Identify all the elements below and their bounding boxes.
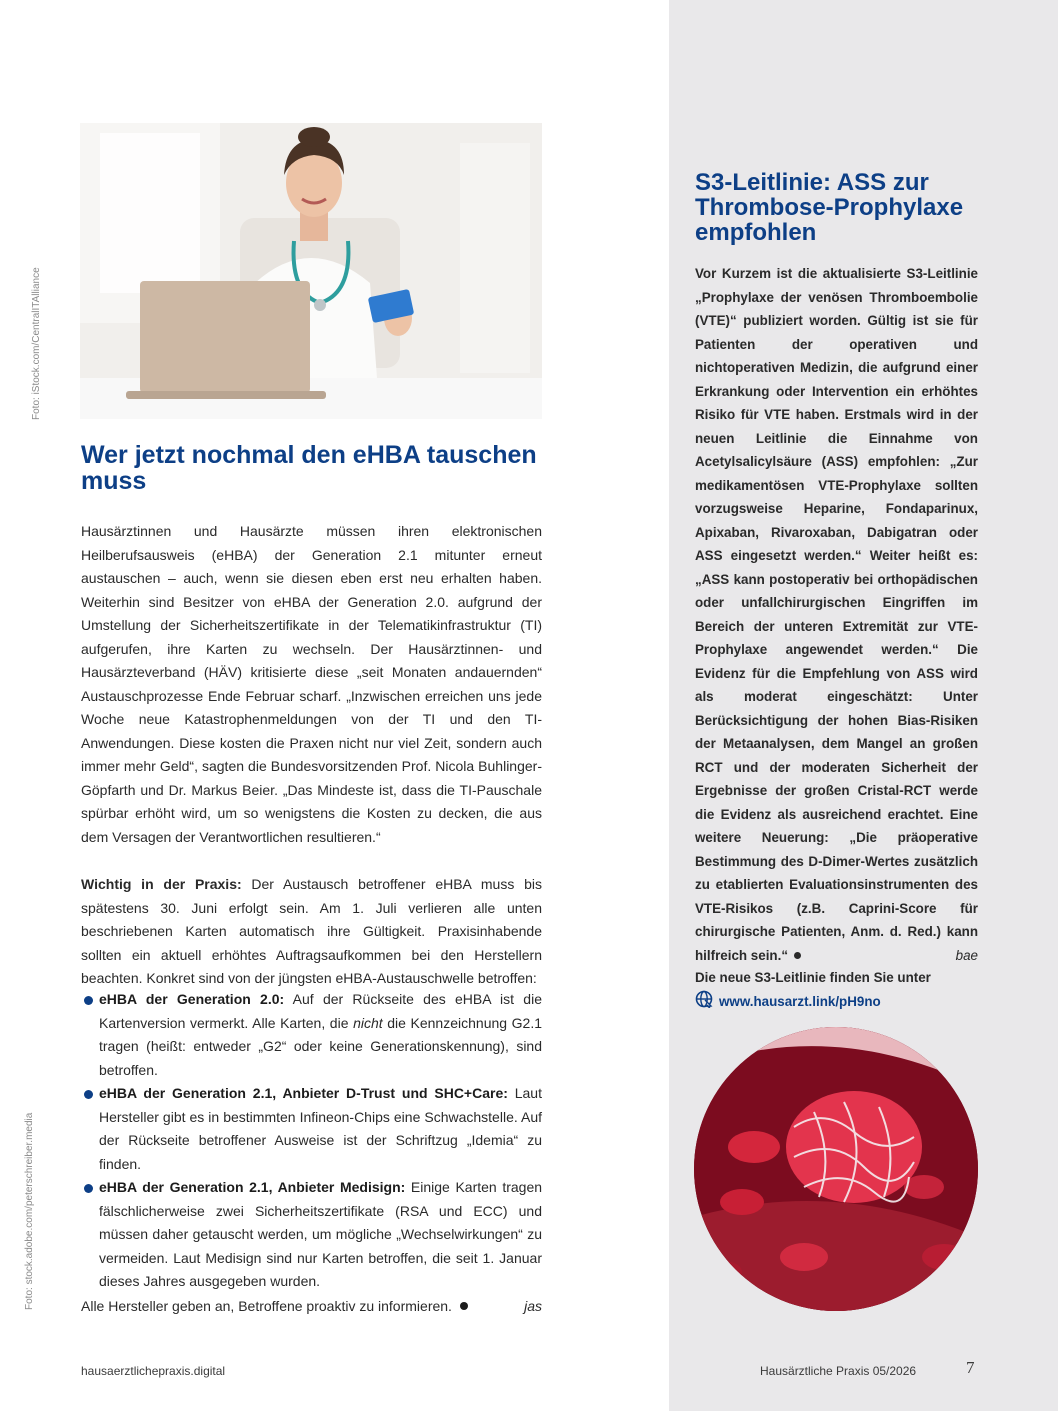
list-item-lead: eHBA der Generation 2.1, Anbieter Medisign: bbox=[99, 1179, 406, 1195]
photo-credit-bottom: Foto: stock.adobe.com/peterschreiber.media bbox=[24, 1112, 35, 1310]
list-item-text: die Kennzeichnung G2.1 tragen (heißt: entweder „G2“ oder keine Generationskennung), sind betroffen. bbox=[99, 1014, 542, 1078]
paragraph-2-text: Der Austausch betroffener eHBA muss bis spätestens 30. Juni erfolgt sein. Am 1. Juli verlieren alle unten beschriebenen Karten automatisch ihre Gültigkeit. Praxisinhabende sollten ein aktuell erhöhtes Auftragsaufkommen bei den Herstellern beachten. Konkret sind von der jüngsten eHBA-Austauschwelle betroffen: bbox=[81, 876, 542, 986]
list-item-text: Auf der Rückseite des eHBA ist die Kartenversion vermerkt. Alle Karten, die bbox=[99, 991, 542, 1031]
sidebar-body bbox=[695, 262, 978, 967]
sidebar-body-text: Vor Kurzem ist die aktualisierte S3-Leitlinie „Prophylaxe der venösen Thromboembolie (VTE)“ publiziert worden. Gültig ist sie für Patienten der operativen und nichtoperativen Medizin, die aufgrund einer Erkrankung oder Intervention ein erhöhtes Risiko für VTE haben. Erstmals wird in der neuen Leitlinie die Einnahme von Acetylsalicylsäure (ASS) empfohlen: „Zur medikamentösen VTE-Prophylaxe sollten vorzugsweise Heparine, Fondaparinux, Apixaban, Rivaroxaban, Dabigatran oder ASS eingesetzt werden.“ Weiter heißt es: „ASS kann postoperativ bei orthopädischen oder unfallchirurgischen Eingriffen im Bereich der unteren Extremität zur VTE-Prophylaxe angewendet werden.“ Die Evidenz für die Empfehlung von ASS wird als moderat eingeschätzt: Unter Berücksichtigung der hohen Bias-Risiken der Metaanalysen, dem Mangel an großen RCT und der moderaten Sicherheit der Ergebnisse der großen Cristal-RCT werde die Evidenz als ausreichend erachtet. Eine weitere Neuerung: „Die präoperative Bestimmung des D-Dimer-Wertes zusätzlich zu etablierten Evaluationsinstrumenten des VTE-Risikos (z.B. Caprini-Score für chirurgische Patienten, Anm. d. Red.) kann hilfreich sein.“ bbox=[695, 266, 978, 963]
footer-website: hausaerztlichepraxis.digital bbox=[81, 1364, 226, 1378]
photo-credit-top: Foto: iStock.com/CentralITAlliance bbox=[31, 267, 42, 420]
affected-cards-list bbox=[81, 988, 542, 1294]
globe-link-icon bbox=[695, 990, 713, 1013]
sidebar-signature: bae bbox=[955, 947, 978, 963]
link-row bbox=[695, 990, 881, 1013]
blood-clot-illustration bbox=[694, 1027, 978, 1311]
list-item-emphasis: nicht bbox=[353, 1014, 383, 1031]
end-mark-icon bbox=[460, 1302, 468, 1310]
author-signature: jas bbox=[524, 1298, 542, 1314]
list-item bbox=[81, 1176, 542, 1294]
bullet-icon bbox=[84, 1090, 93, 1099]
emphasis-lead: Wichtig in der Praxis: bbox=[81, 876, 242, 892]
article-closing bbox=[81, 1295, 542, 1319]
bullet-icon bbox=[84, 1184, 93, 1193]
guideline-link[interactable]: www.hausarzt.link/pH9no bbox=[719, 994, 881, 1009]
page-number: 7 bbox=[966, 1358, 975, 1377]
footer-issue: Hausärztliche Praxis 05/2026 bbox=[760, 1364, 917, 1378]
doctor-laptop-photo bbox=[80, 123, 542, 419]
list-item-text: Einige Karten tragen fälschlicherweise zwei Sicherheitszertifikate (RSA und ECC) und müssen daher getauscht werden, um mögliche „Wechselwirkungen“ zu vermeiden. Laut Medisign sind nur Karten betroffen, die seit 1. Januar dieses Jahres ausgegeben wurden. bbox=[99, 1179, 543, 1289]
article-paragraph-2 bbox=[81, 873, 542, 991]
list-item bbox=[81, 988, 542, 1082]
closing-text: Alle Hersteller geben an, Betroffene proaktiv zu informieren. bbox=[81, 1298, 452, 1314]
bullet-icon bbox=[84, 996, 93, 1005]
list-item-lead: eHBA der Generation 2.0: bbox=[99, 991, 285, 1007]
list-item-text: Laut Hersteller gibt es in bestimmten Infineon-Chips eine Schwachstelle. Auf der Rückseite betroffener Ausweise ist der Schriftzug „Idemia“ zu finden. bbox=[99, 1085, 542, 1172]
end-mark-icon bbox=[794, 952, 801, 959]
link-intro: Die neue S3-Leitlinie finden Sie unter bbox=[695, 970, 931, 985]
sidebar-title: S3-Leitlinie: ASS zur Thrombose-Prophylaxe empfohlen bbox=[695, 169, 964, 246]
list-item bbox=[81, 1082, 542, 1176]
article-paragraph-1: Hausärztinnen und Hausärzte müssen ihren elektronischen Heilberufsausweis (eHBA) der Generation 2.1 mitunter erneut austauschen – auch, wenn sie diesen eben erst neu erhalten haben. Weiterhin sind Besitzer von eHBA der Generation 2.0. aufgrund der Umstellung der Sicherheitszertifikate in der Telematikinfrastruktur (TI) aufgerufen, ihre Karten zu wechseln. Der Hausärztinnen- und Hausärzteverband (HÄV) kritisierte diese „seit Monaten andauernden“ Austauschprozesse Ende Februar scharf. „Inzwischen erreichen uns jede Woche neue Katastrophenmeldungen von der TI und den TI-Anwendungen. Diese kosten die Praxen nicht nur viel Zeit, sondern auch immer mehr Geld“, sagten die Bundesvorsitzenden Prof. Nicola Buhlinger-Göpfarth und Dr. Markus Beier. „Das Mindeste ist, dass die TI-Pauschale spürbar erhöht wird, um so wenigstens die Kosten zu decken, die aus dem Versagen der Verantwortlichen resultieren.“ bbox=[81, 523, 542, 845]
article-title: Wer jetzt nochmal den eHBA tauschen muss bbox=[81, 441, 537, 495]
list-item-lead: eHBA der Generation 2.1, Anbieter D-Trust und SHC+Care: bbox=[99, 1085, 508, 1101]
